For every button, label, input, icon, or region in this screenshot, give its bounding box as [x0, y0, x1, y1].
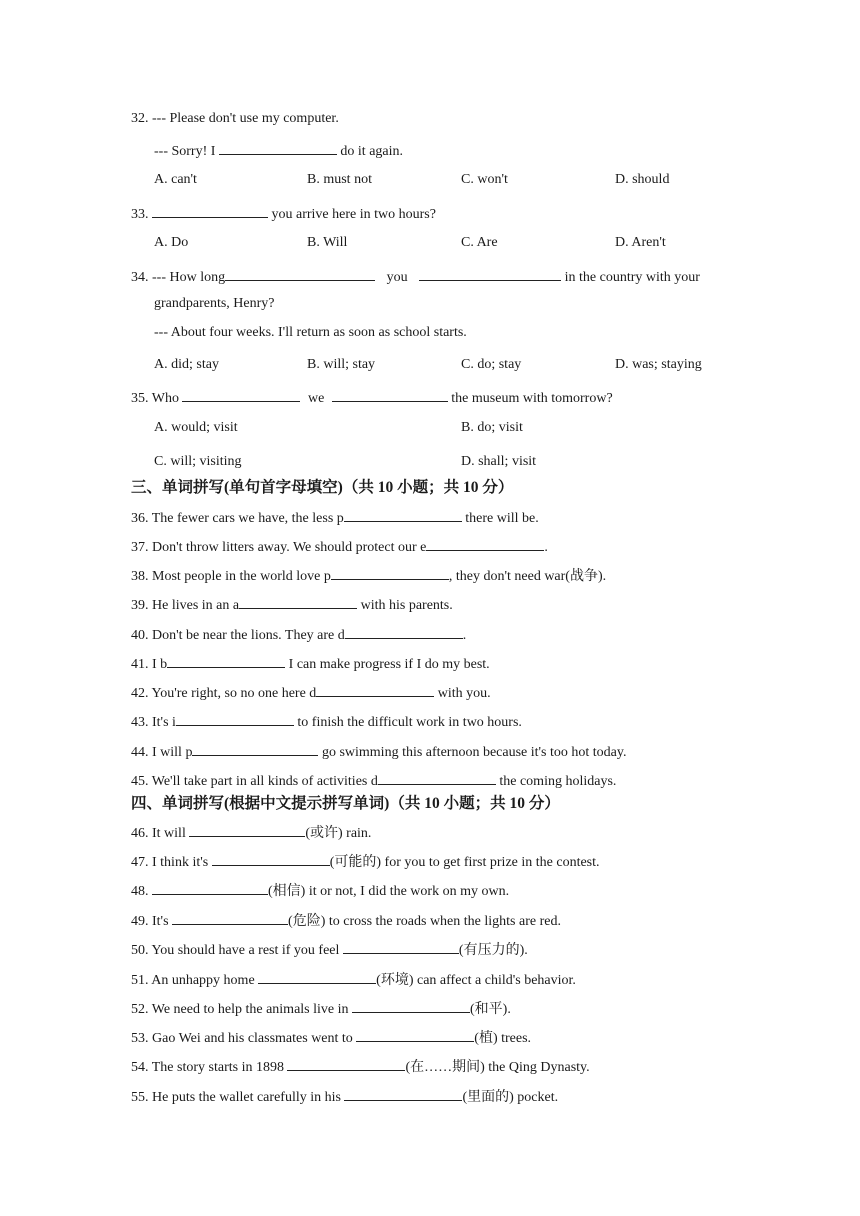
question-55: 55. He puts the wallet carefully in his (里面的) pocket.: [131, 1086, 558, 1107]
question-35-option-d[interactable]: D. shall; visit: [461, 454, 537, 469]
question-50: 50. You should have a rest if you feel (有压力的).: [131, 939, 528, 960]
question-32-option-a[interactable]: A. can't: [154, 172, 197, 187]
question-40: 40. Don't be near the lions. They are d .: [131, 624, 466, 645]
question-37: 37. Don't throw litters away. We should protect our e .: [131, 536, 548, 557]
question-34-stem-cont: grandparents, Henry?: [154, 296, 275, 311]
question-33-option-c[interactable]: C. Are: [461, 235, 498, 250]
question-33-option-a[interactable]: A. Do: [154, 235, 189, 250]
question-41: 41. I b I can make progress if I do my best.: [131, 653, 490, 674]
answer-blank[interactable]: [332, 387, 448, 402]
question-33-option-d[interactable]: D. Aren't: [615, 235, 666, 250]
question-33-stem: 33. you arrive here in two hours?: [131, 203, 436, 224]
question-34-option-b[interactable]: B. will; stay: [307, 357, 376, 372]
answer-blank[interactable]: [239, 594, 357, 609]
question-32-option-c[interactable]: C. won't: [461, 172, 508, 187]
question-35-option-a[interactable]: A. would; visit: [154, 420, 238, 435]
question-39: 39. He lives in an a with his parents.: [131, 594, 453, 615]
question-35-option-c[interactable]: C. will; visiting: [154, 454, 242, 469]
question-49: 49. It's (危险) to cross the roads when the lights are red.: [131, 910, 561, 931]
answer-blank[interactable]: [331, 565, 449, 580]
answer-blank[interactable]: [152, 880, 268, 895]
question-33-option-b[interactable]: B. Will: [307, 235, 348, 250]
question-35-option-b[interactable]: B. do; visit: [461, 420, 523, 435]
question-54: 54. The story starts in 1898 (在……期间) the Qing Dynasty.: [131, 1056, 590, 1077]
question-32-response: --- Sorry! I do it again.: [154, 140, 403, 161]
answer-blank[interactable]: [419, 266, 561, 281]
question-34-option-d[interactable]: D. was; staying: [615, 357, 702, 372]
answer-blank[interactable]: [258, 969, 376, 984]
question-46: 46. It will (或许) rain.: [131, 822, 371, 843]
question-32-prompt: 32. --- Please don't use my computer.: [131, 111, 339, 126]
answer-blank[interactable]: [152, 203, 268, 218]
answer-blank[interactable]: [192, 741, 318, 756]
answer-blank[interactable]: [345, 624, 463, 639]
question-48: 48. (相信) it or not, I did the work on my own.: [131, 880, 509, 901]
question-51: 51. An unhappy home (环境) can affect a child's behavior.: [131, 969, 576, 990]
question-32-option-d[interactable]: D. should: [615, 172, 670, 187]
section-4-heading: 四、单词拼写(根据中文提示拼写单词)（共 10 小题；共 10 分）: [131, 795, 560, 812]
answer-blank[interactable]: [316, 682, 434, 697]
question-34-option-a[interactable]: A. did; stay: [154, 357, 219, 372]
question-53: 53. Gao Wei and his classmates went to (植) trees.: [131, 1027, 531, 1048]
answer-blank[interactable]: [426, 536, 544, 551]
question-45: 45. We'll take part in all kinds of activities d the coming holidays.: [131, 770, 616, 791]
question-47: 47. I think it's (可能的) for you to get first prize in the contest.: [131, 851, 600, 872]
answer-blank[interactable]: [167, 653, 285, 668]
question-44: 44. I will p go swimming this afternoon because it's too hot today.: [131, 741, 626, 762]
answer-blank[interactable]: [189, 822, 305, 837]
question-34-option-c[interactable]: C. do; stay: [461, 357, 522, 372]
question-34-stem: 34. --- How long you in the country with your: [131, 266, 700, 287]
question-43: 43. It's i to finish the difficult work in two hours.: [131, 711, 522, 732]
answer-blank[interactable]: [225, 266, 375, 281]
question-35-stem: 35. Who we the museum with tomorrow?: [131, 387, 613, 408]
question-42: 42. You're right, so no one here d with you.: [131, 682, 491, 703]
section-3-heading: 三、单词拼写(单句首字母填空)（共 10 小题；共 10 分）: [131, 479, 514, 496]
answer-blank[interactable]: [344, 1086, 462, 1101]
answer-blank[interactable]: [182, 387, 300, 402]
question-34-answer-line: --- About four weeks. I'll return as soon as school starts.: [154, 325, 467, 340]
answer-blank[interactable]: [356, 1027, 474, 1042]
answer-blank[interactable]: [212, 851, 330, 866]
answer-blank[interactable]: [176, 711, 294, 726]
question-36: 36. The fewer cars we have, the less p there will be.: [131, 507, 539, 528]
answer-blank[interactable]: [344, 507, 462, 522]
answer-blank[interactable]: [172, 910, 288, 925]
question-52: 52. We need to help the animals live in (和平).: [131, 998, 511, 1019]
question-32-option-b[interactable]: B. must not: [307, 172, 372, 187]
answer-blank[interactable]: [219, 140, 337, 155]
answer-blank[interactable]: [352, 998, 470, 1013]
answer-blank[interactable]: [378, 770, 496, 785]
answer-blank[interactable]: [287, 1056, 405, 1071]
question-38: 38. Most people in the world love p , they don't need war(战争).: [131, 565, 606, 586]
answer-blank[interactable]: [343, 939, 459, 954]
